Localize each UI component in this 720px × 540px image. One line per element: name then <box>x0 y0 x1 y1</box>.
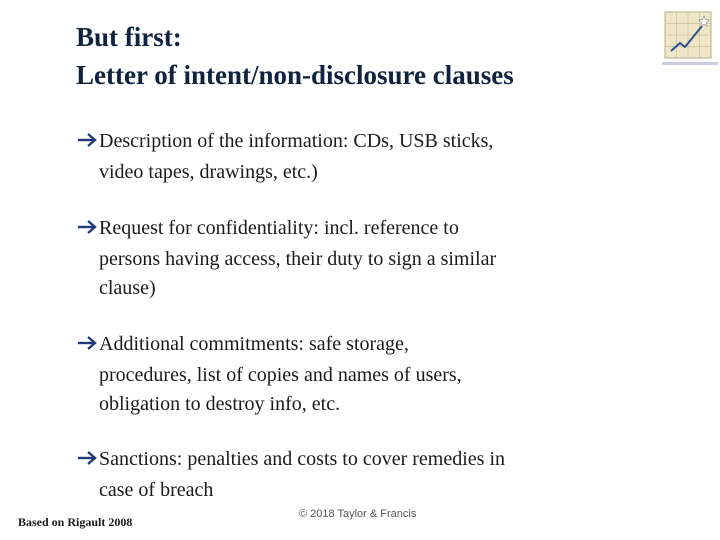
bullet-sanctions <box>76 445 676 505</box>
slide-title <box>76 18 636 94</box>
bullet-text-line: obligation to destroy info, etc. <box>99 393 341 415</box>
company-logo <box>662 10 718 70</box>
source-citation: Based on Rigault 2008 <box>18 515 133 529</box>
title-line-2: Letter of intent/non-disclosure clauses <box>76 60 514 90</box>
bullet-text-line: persons having access, their duty to sign a similar <box>99 248 497 270</box>
right-arrow-icon <box>76 332 99 361</box>
bullet-confidentiality <box>76 214 676 303</box>
bullet-text-line: clause) <box>99 277 156 299</box>
bullet-text-line: Sanctions: penalties and costs to cover remedies in <box>99 448 506 470</box>
bullet-description <box>76 127 676 187</box>
bullet-text-line: video tapes, drawings, etc.) <box>99 161 318 183</box>
bullet-text-line: procedures, list of copies and names of users, <box>99 364 462 386</box>
bullet-text-line: Request for confidentiality: incl. reference to <box>99 217 459 239</box>
copyright-notice: © 2018 Taylor & Francis <box>299 508 417 520</box>
bullet-text-line: case of breach <box>99 479 214 501</box>
bullet-text-line: Additional commitments: safe storage, <box>99 333 409 355</box>
right-arrow-icon <box>76 216 99 245</box>
right-arrow-icon <box>76 447 99 476</box>
bullet-text-line: Description of the information: CDs, USB sticks, <box>99 130 494 152</box>
right-arrow-icon <box>76 129 99 158</box>
title-line-1: But first: <box>76 22 182 52</box>
bullet-commitments <box>76 330 676 419</box>
